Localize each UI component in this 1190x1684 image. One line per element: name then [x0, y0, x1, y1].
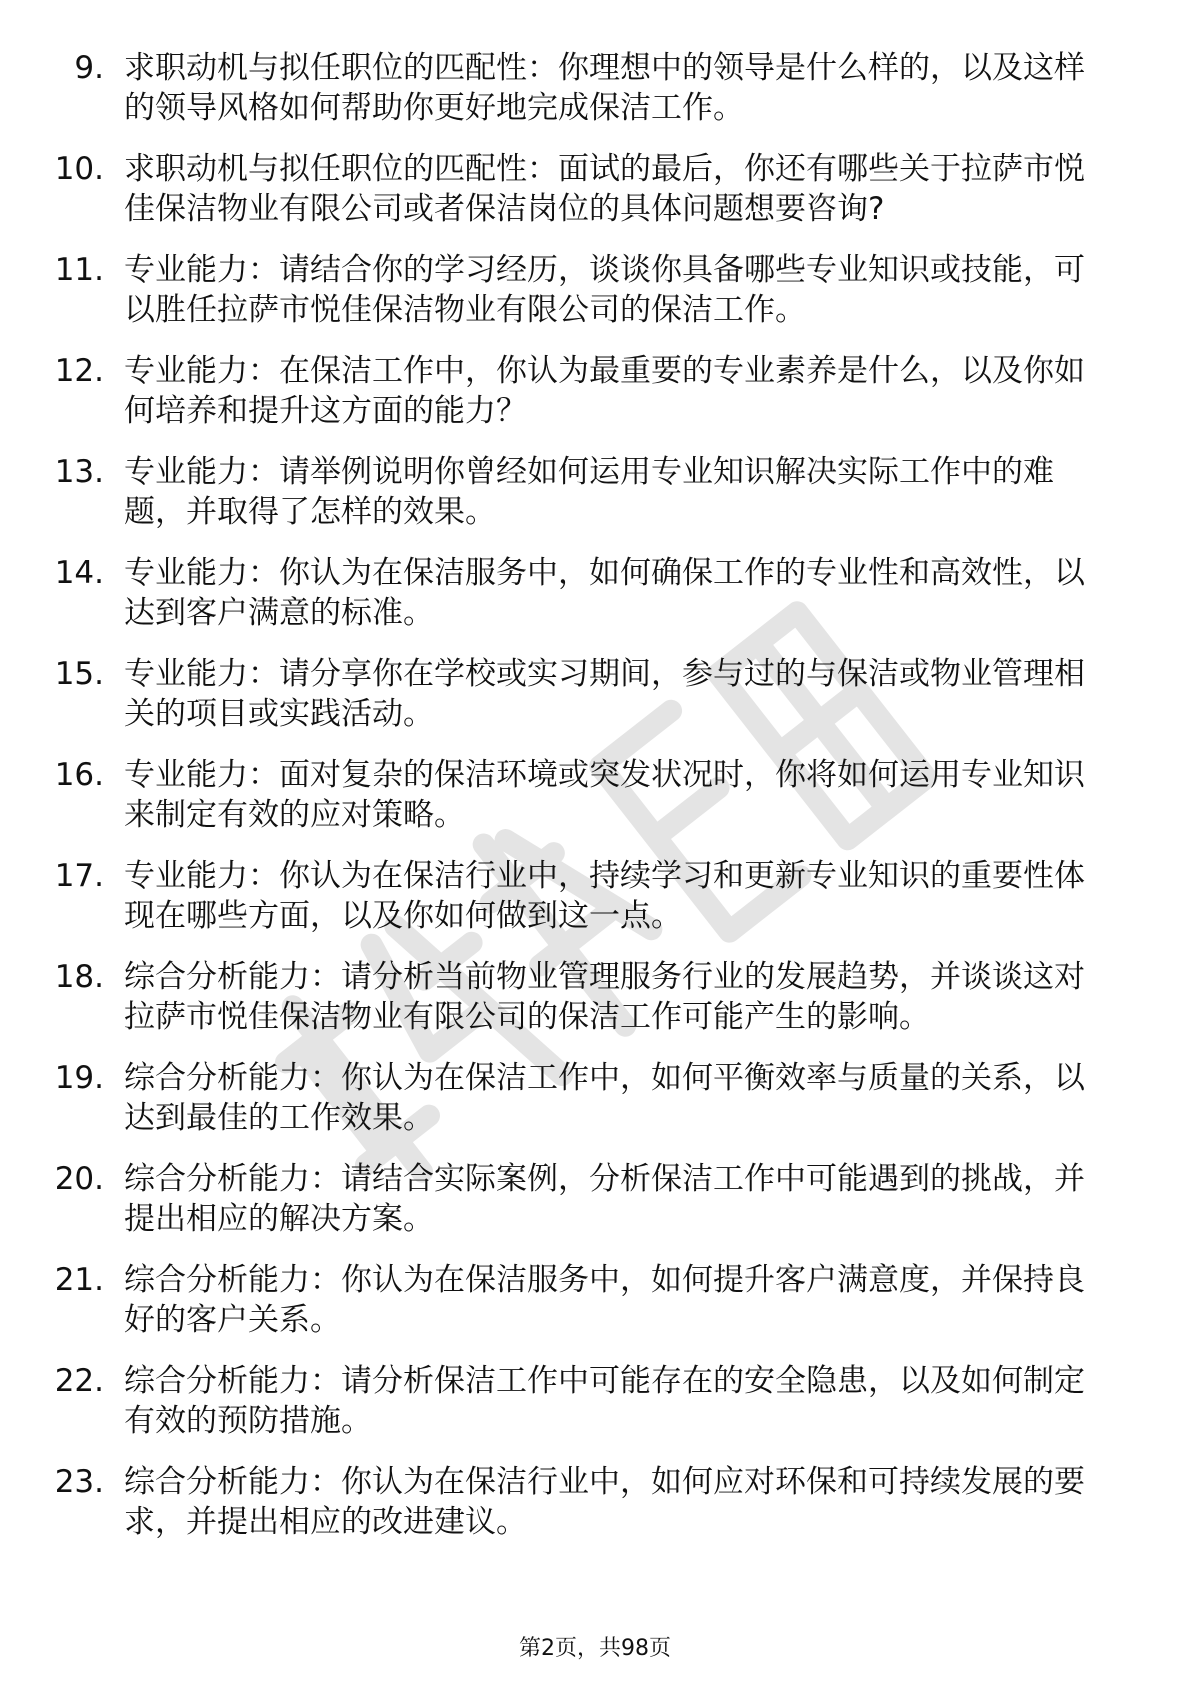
question-number: 20.: [54, 1161, 104, 1197]
question-text: 专业能力：面对复杂的保洁环境或突发状况时，你将如何运用专业知识来制定有效的应对策略。: [124, 757, 1085, 833]
question-number: 22.: [54, 1363, 104, 1399]
question-number: 11.: [54, 252, 104, 288]
question-item: [0, 1260, 1190, 1340]
question-number: 19.: [54, 1060, 104, 1096]
question-text: 综合分析能力：请结合实际案例，分析保洁工作中可能遇到的挑战，并提出相应的解决方案。: [124, 1161, 1085, 1237]
question-text: 专业能力：你认为在保洁服务中，如何确保工作的专业性和高效性，以达到客户满意的标准。: [124, 555, 1085, 631]
question-text: 综合分析能力：你认为在保洁工作中，如何平衡效率与质量的关系，以达到最佳的工作效果。: [124, 1060, 1085, 1136]
question-item: [0, 149, 1190, 229]
question-text: 专业能力：你认为在保洁行业中，持续学习和更新专业知识的重要性体现在哪些方面，以及你如何做到这一点。: [124, 858, 1085, 934]
question-text: 专业能力：请结合你的学习经历，谈谈你具备哪些专业知识或技能，可以胜任拉萨市悦佳保洁物业有限公司的保洁工作。: [124, 252, 1085, 328]
question-text: 综合分析能力：你认为在保洁行业中，如何应对环保和可持续发展的要求，并提出相应的改进建议。: [124, 1464, 1085, 1540]
question-text: 综合分析能力：你认为在保洁服务中，如何提升客户满意度，并保持良好的客户关系。: [124, 1262, 1085, 1338]
question-item: [0, 452, 1190, 532]
question-item: [0, 654, 1190, 734]
question-text: 综合分析能力：请分析保洁工作中可能存在的安全隐患，以及如何制定有效的预防措施。: [124, 1363, 1085, 1439]
question-text: 专业能力：请举例说明你曾经如何运用专业知识解决实际工作中的难题，并取得了怎样的效果。: [124, 454, 1054, 530]
page-footer: 第2页，共98页: [519, 1636, 671, 1661]
question-item: [0, 48, 1190, 128]
interview-question-list: [0, 48, 1190, 1563]
question-number: 9.: [74, 50, 104, 86]
question-item: [0, 1159, 1190, 1239]
question-number: 15.: [54, 656, 104, 692]
question-item: [0, 755, 1190, 835]
question-text: 综合分析能力：请分析当前物业管理服务行业的发展趋势，并谈谈这对拉萨市悦佳保洁物业有限公司的保洁工作可能产生的影响。: [124, 959, 1085, 1035]
question-number: 12.: [54, 353, 104, 389]
question-number: 14.: [54, 555, 104, 591]
question-text: 专业能力：请分享你在学校或实习期间，参与过的与保洁或物业管理相关的项目或实践活动。: [124, 656, 1085, 732]
question-number: 23.: [54, 1464, 104, 1500]
question-item: [0, 250, 1190, 330]
question-text: 求职动机与拟任职位的匹配性：面试的最后，你还有哪些关于拉萨市悦佳保洁物业有限公司或者保洁岗位的具体问题想要咨询?: [124, 151, 1085, 227]
question-item: [0, 553, 1190, 633]
question-item: [0, 1462, 1190, 1542]
question-text: 专业能力：在保洁工作中，你认为最重要的专业素养是什么，以及你如何培养和提升这方面的能力？: [124, 353, 1085, 429]
question-number: 21.: [54, 1262, 104, 1298]
question-number: 18.: [54, 959, 104, 995]
question-number: 10.: [54, 151, 104, 187]
question-item: [0, 957, 1190, 1037]
question-item: [0, 351, 1190, 431]
question-number: 13.: [54, 454, 104, 490]
question-item: [0, 1058, 1190, 1138]
question-item: [0, 856, 1190, 936]
question-item: [0, 1361, 1190, 1441]
question-text: 求职动机与拟任职位的匹配性：你理想中的领导是什么样的，以及这样的领导风格如何帮助你更好地完成保洁工作。: [124, 50, 1085, 126]
question-number: 16.: [54, 757, 104, 793]
question-number: 17.: [54, 858, 104, 894]
